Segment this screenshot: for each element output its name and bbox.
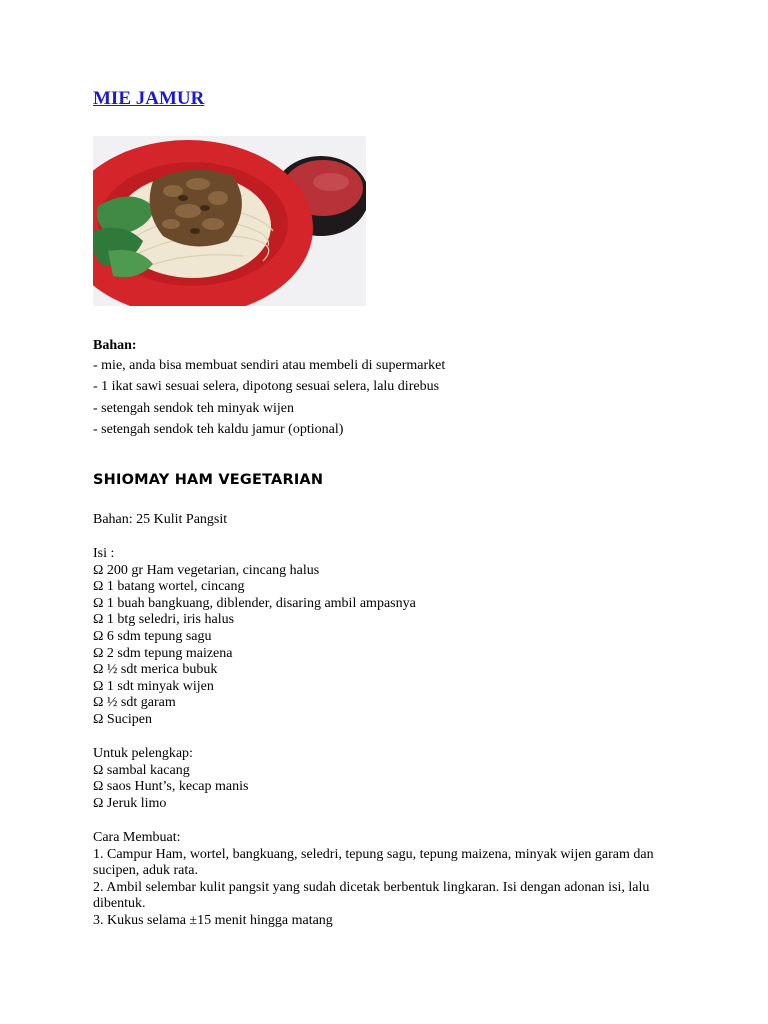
isi-item: Ω 1 buah bangkuang, diblender, disaring ambil ampasnya [93,595,416,611]
ingredient-line: - 1 ikat sawi sesuai selera, dipotong sesuai selera, lalu direbus [93,379,440,395]
isi-item: Ω 6 sdm tepung sagu [93,628,212,644]
ingredient-line: - setengah sendok teh kaldu jamur (optional) [93,421,344,437]
cara-heading: Cara Membuat: [93,830,181,845]
recipe-title-mie-jamur[interactable]: MIE JAMUR [93,88,205,109]
cara-step: 1. Campur Ham, wortel, bangkuang, seledri, tepung sagu, tepung maizena, minyak wijen garam dan sucipen, aduk rata. [93,846,654,879]
pelengkap-item: Ω sambal kacang [93,762,190,778]
pelengkap-heading: Untuk pelengkap: [93,746,193,761]
pelengkap-item: Ω saos Hunt’s, kecap manis [93,779,249,795]
ingredient-line: - setengah sendok teh minyak wijen [93,400,295,416]
isi-item: Ω 2 sdm tepung maizena [93,645,233,661]
isi-item: Ω ½ sdt garam [93,695,176,711]
bahan-line: Bahan: 25 Kulit Pangsit [93,512,228,527]
recipe-title-shiomay: SHIOMAY HAM VEGETARIAN [93,472,324,488]
pelengkap-item: Ω Jeruk limo [93,795,167,811]
shiomay-bahan [93,512,227,529]
isi-item: Ω 1 batang wortel, cincang [93,579,245,595]
isi-item: Ω 1 btg seledri, iris halus [93,612,235,628]
isi-item: Ω Sucipen [93,711,153,727]
isi-heading: Isi : [93,546,115,561]
shiomay-cara [93,830,673,930]
shiomay-pelengkap [93,746,248,812]
cara-step: 3. Kukus selama ±15 menit hingga matang [93,912,333,928]
isi-item: Ω 200 gr Ham vegetarian, cincang halus [93,562,320,578]
isi-item: Ω 1 sdt minyak wijen [93,678,214,694]
mie-jamur-photo [93,136,366,306]
ingredients-heading: Bahan: [93,338,137,353]
mie-jamur-ingredients [93,337,445,440]
cara-step: 2. Ambil selembar kulit pangsit yang sudah dicetak berbentuk lingkaran. Isi dengan adonan isi, lalu dibentuk. [93,879,650,912]
shiomay-isi [93,546,416,729]
isi-item: Ω ½ sdt merica bubuk [93,662,218,678]
ingredient-line: - mie, anda bisa membuat sendiri atau membeli di supermarket [93,358,446,373]
